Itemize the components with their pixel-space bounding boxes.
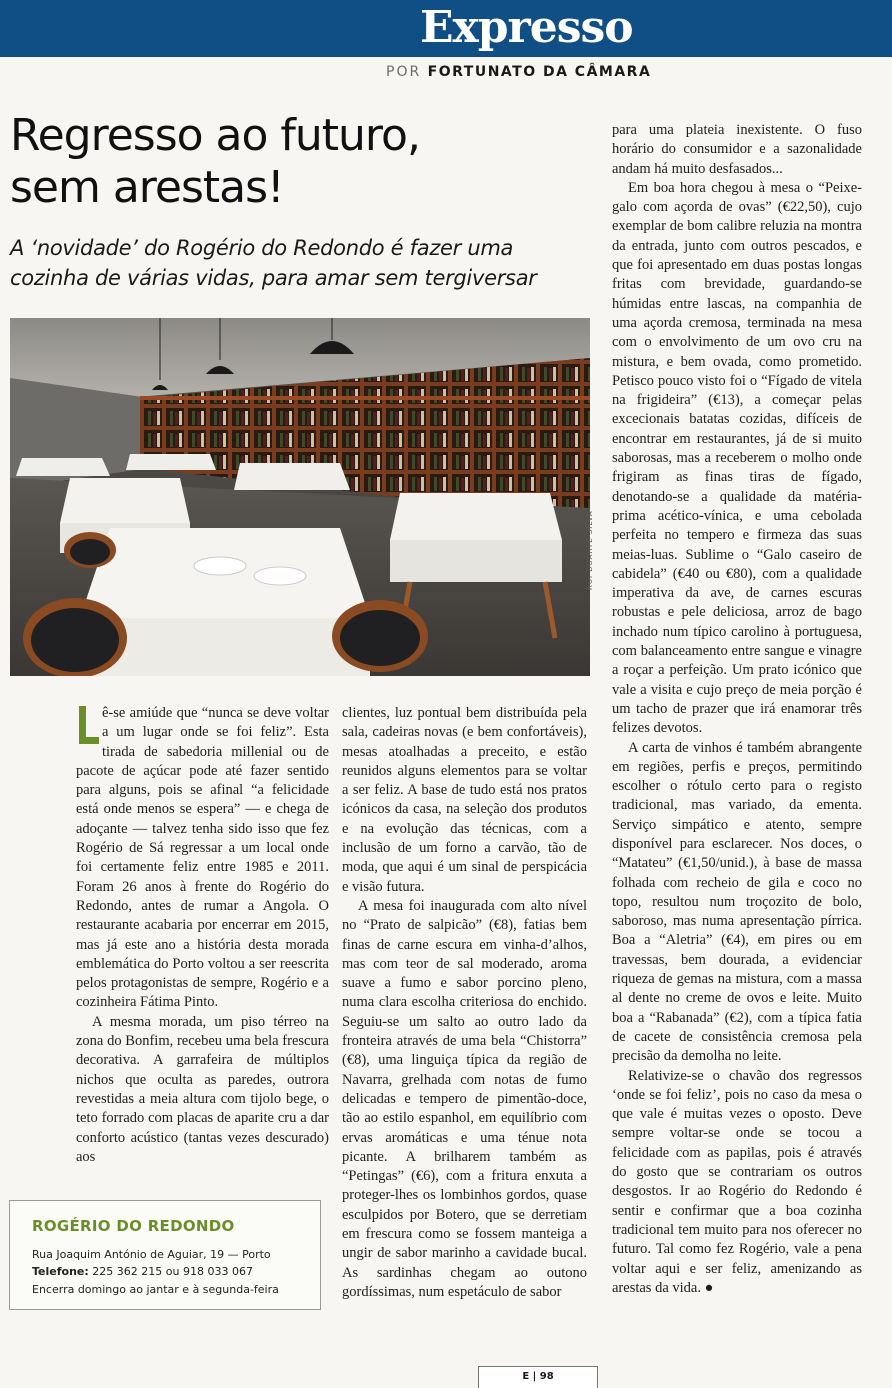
dropcap-letter: L (82, 740, 83, 741)
restaurant-info-box (9, 1200, 321, 1310)
page-number: E | 98 (478, 1366, 598, 1388)
phone-label: Telefone: (32, 1265, 89, 1278)
article-subtitle (10, 233, 590, 293)
restaurant-hours: Encerra domingo ao jantar e à segunda-feira (32, 1283, 279, 1296)
paragraph: ê-se amiúde que “nunca se deve voltar a um lugar onde se foi feliz”. Esta tirada de sabedoria millenial ou de pacote de açúcar pode até fazer sentido para alguns, pois se afinal “a felicidade está onde menos se espera” — e chega de adoçante — talvez tenha sido isso que fez Rogério de Sá regressar a um local onde foi certamente feliz entre 1985 e 2011. Foram 26 anos à frente do Rogério do Redondo, antes de rumar a Angola. O restaurante acabaria por encerrar em 2015, mas já este ano a história desta morada emblemática do Porto voltou a ser reescrita pelos protagonistas de sempre, Rogério e a cozinheira Fátima Pinto. (76, 705, 329, 1011)
paragraph: A mesma morada, um piso térreo na zona do Bonfim, recebeu uma bela frescura decorativa. A garrafeira de múltiplos nichos que oculta as paredes, outrora revestidas a meia altura com tijolo bege, o teto forrado com placas de aparite cru a dar conforto acústico (tantas vezes descurado) aos (76, 1013, 329, 1165)
paragraph: A mesa foi inaugurada com alto nível no “Prato de salpicão” (€8), fatias bem finas de carne escura em vinha-d’alhos, mas com teor de sal moderado, aroma suave a fumo e sabor porcino pleno, numa clara escolha criteriosa do enchido. Seguiu-se um salto ao outro lado da fronteira através de uma bela “Chistorra” (€8), uma linguiça típica da região de Navarra, grelhada com notas de fumo delicadas e tempero de pimentão-doce, tão ao estilo espanhol, em equilíbrio com ervas aromáticas e uma ténue nota picante. A brilharem também as “Petingas” (€6), com a fritura enxuta a proteger-lhes os lombinhos gordos, quase esculpidos por Botero, que se derretiam em frescura como se fossem manteiga a ungir de sabor marinho a cavidade bucal. As sardinhas chegam ao outono gordíssimas, num espetáculo de sabor (342, 897, 587, 1300)
paragraph: A carta de vinhos é também abrangente em regiões, perfis e preços, permitindo escolher o rótulo certo para o registo tradicional, mas variado, da ementa. Serviço simpático e atento, sempre disponível para esclarecer. Nos doces, o “Matateu” (€1,50/unid.), à base de massa folhada com recheio de gila e coco no topo, resultou num troçozito de bolo, saboroso, mas numa apresentação pírrica. Boa a “Aletria” (€4), em pires ou em travessas, bem dourada, a evidenciar riqueza de gemas na mistura, com a massa al dente no creme de ovos e leite. Muito boa a “Rabanada” (€2), com a típica fatia de cacete de consistência cremosa pela precisão da demolha no leite. (612, 739, 862, 1065)
title-line-2: sem arestas! (10, 162, 284, 213)
byline-author: FORTUNATO DA CÂMARA (427, 64, 652, 80)
photo-credit: RUI DUARTE SILVA (586, 510, 594, 590)
byline (386, 64, 651, 80)
phone-numbers: 225 362 215 ou 918 033 067 (92, 1265, 253, 1278)
article-title (10, 110, 590, 214)
restaurant-interior-photo (10, 318, 590, 676)
article-column-1 (76, 704, 329, 1167)
byline-prefix: POR (386, 64, 422, 80)
restaurant-phone (32, 1265, 253, 1278)
paragraph: para uma plateia inexistente. O fuso horário do consumidor e a sazonalidade andam há muito desfasados... (612, 122, 862, 177)
paragraph: Em boa hora chegou à mesa o “Peixe-galo com açorda de ovas” (€22,50), cujo exemplar de bom calibre reluzia na montra da entrada, junto com outros pescados, e que foi apresentado em duas postas longas fritas com brevidade, guardando-se húmidas entre lascas, na companhia de uma açorda cremosa, terminada na mesa com o envolvimento de um ovo cru na mistura, e bem ovada, como prometido. Petisco pouco visto foi o “Fígado de vitela na frigideira” (€13), a começar pelas excecionais batatas cozidas, difíceis de encontrar em restaurantes, já de si muito saborosas, mas a receberem o molho onde frigiram as finas tiras de fígado, denotando-se a qualidade da matéria-prima acético-vínica, e uma cebolada perfeita no tempero e firmeza das suas meias-luas. Sublime o “Galo caseiro de cabidela” (€40 ou €80), com a qualidade imperativa da ave, de carnes escuras robustas e pele deliciosa, arroz de bago inchado num típico carolino à portuguesa, com balanceamento entre sangue e vinagre a roçar a perfeição. Um prato icónico que vale a visita e cujo preço de meia porção é um tacho de prazer que irá enamorar três felizes devotos. (612, 179, 862, 737)
paragraph: Relativize-se o chavão dos regressos ‘onde se foi feliz’, pois no caso da mesa o que vale é muitas vezes o oposto. Deve sempre voltar-se onde se tocou a felicidade com as papilas, pois é através do gosto que se contrariam os outros desgostos. Ir ao Rogério do Redondo é sentir e confirmar que a boa cozinha tradicional tem muito para nos oferecer no futuro. Tal como fez Rogério, vale a pena voltar aqui e ser feliz, amenizando as arestas da vida. ● (612, 1067, 862, 1296)
title-line-1: Regresso ao futuro, (10, 110, 420, 161)
article-column-3 (612, 121, 862, 1298)
paragraph: clientes, luz pontual bem distribuída pela sala, cadeiras novas (e bem confortáveis), mesas atoalhadas a preceito, e estão reunidos alguns elementos para se voltar a ser feliz. A base de tudo está nos pratos icónicos da casa, na seleção dos produtos e na evolução das técnicas, com a inclusão de um forno a carvão, tão de moda, que aqui é um sinal de perspicácia e visão futura. (342, 705, 587, 895)
restaurant-interior-illustration (10, 318, 590, 676)
article-column-2 (342, 704, 587, 1302)
subtitle-line-2: cozinha de várias vidas, para amar sem tergiversar (10, 266, 537, 290)
expresso-logo: Expresso (420, 2, 633, 53)
restaurant-name: ROGÉRIO DO REDONDO (32, 1217, 235, 1235)
restaurant-address: Rua Joaquim António de Aguiar, 19 — Porto (32, 1248, 271, 1261)
dropcap-graphic (76, 704, 102, 748)
subtitle-line-1: A ‘novidade’ do Rogério do Redondo é fazer uma (10, 236, 514, 260)
masthead (0, 0, 892, 57)
